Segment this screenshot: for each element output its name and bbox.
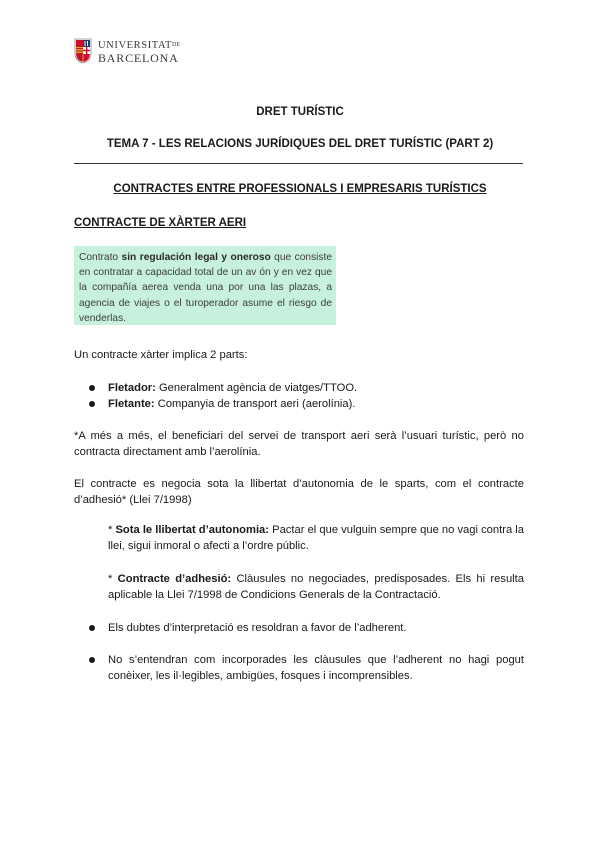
bullet-icon <box>89 385 95 391</box>
autonomy-label: Sota le llibertat d’autonomia: <box>115 524 270 536</box>
document-subtitle: TEMA 7 - LES RELACIONS JURÍDIQUES DEL DRET TURÍSTIC (PART 2) <box>106 138 494 150</box>
intro-paragraph: Un contracte xàrter implica 2 parts: <box>74 349 248 361</box>
logo-de: DE <box>172 41 181 48</box>
party-text: Generalment agència de viatges/TTOO. <box>155 382 358 394</box>
party-label: Fletante: <box>108 398 155 410</box>
highlighted-definition <box>74 246 336 325</box>
university-crest-icon <box>74 38 92 64</box>
definition-post: que consiste en contratar a capacidad total de un av ón y en vez que la compañía aerea venda una por una las plazas, a agencia de viajes o el turoperador asume el riesgo de venderlas. <box>79 252 333 324</box>
bullet-icon <box>89 625 95 631</box>
adhesion-text: Clàusules no negociades, predisposades. Els hi resulta aplicable la Llei 7/1998 de Condicions Generals de la Contractació. <box>108 573 524 601</box>
list-item <box>74 380 524 396</box>
adhesion-paragraph <box>108 571 524 603</box>
negotiation-paragraph: El contracte es negocia sota la llibertat d’autonomia de le sparts, com el contracte d’adhesió* (Llei 7/1998) <box>74 478 524 506</box>
document-title: DRET TURÍSTIC <box>256 106 344 118</box>
party-label: Fletador: <box>108 382 156 394</box>
section-title: CONTRACTES ENTRE PROFESSIONALS I EMPRESARIS TURÍSTICS <box>113 183 487 195</box>
subsection-title: CONTRACTE DE XÀRTER AERI <box>74 217 247 229</box>
definition-pre: Contrato <box>79 252 122 263</box>
logo-wordmark <box>98 39 180 64</box>
party-text: Companyia de transport aeri (aerolínia). <box>154 398 356 410</box>
list-item <box>74 652 524 684</box>
doubts-text: Els dubtes d’interpretació es resoldran a favor de l’adherent. <box>108 622 407 634</box>
adhesion-label: Contracte d’adhesió: <box>117 573 232 585</box>
logo-barcelona: BARCELONA <box>98 50 179 65</box>
bullet-icon <box>89 657 95 663</box>
autonomy-paragraph <box>108 522 524 554</box>
clauses-text: No s’entendran com incorporades les clàusules que l’adherent no hagi pogut conèixer, les il·legibles, ambigües, fosques i incomprensibles. <box>108 654 524 682</box>
parties-list <box>74 380 524 412</box>
logo-university: UNIVERSITAT <box>98 39 173 51</box>
definition-bold: sin regulación legal y oneroso <box>121 252 271 263</box>
list-item <box>74 620 524 636</box>
title-divider <box>74 163 523 164</box>
note-paragraph: *A més a més, el beneficiari del servei de transport aeri serà l’usuari turístic, però no contracta directament amb l’aerolínia. <box>74 430 524 458</box>
autonomy-prefix: * <box>108 524 116 536</box>
autonomy-text: Pactar el que vulguin sempre que no vagi contra la llei, sigui inmoral o afecti a l’ordre públic. <box>108 524 524 552</box>
university-logo <box>74 38 180 64</box>
bullet-icon <box>89 401 95 407</box>
adhesion-prefix: * <box>108 573 118 585</box>
list-item <box>74 396 524 412</box>
